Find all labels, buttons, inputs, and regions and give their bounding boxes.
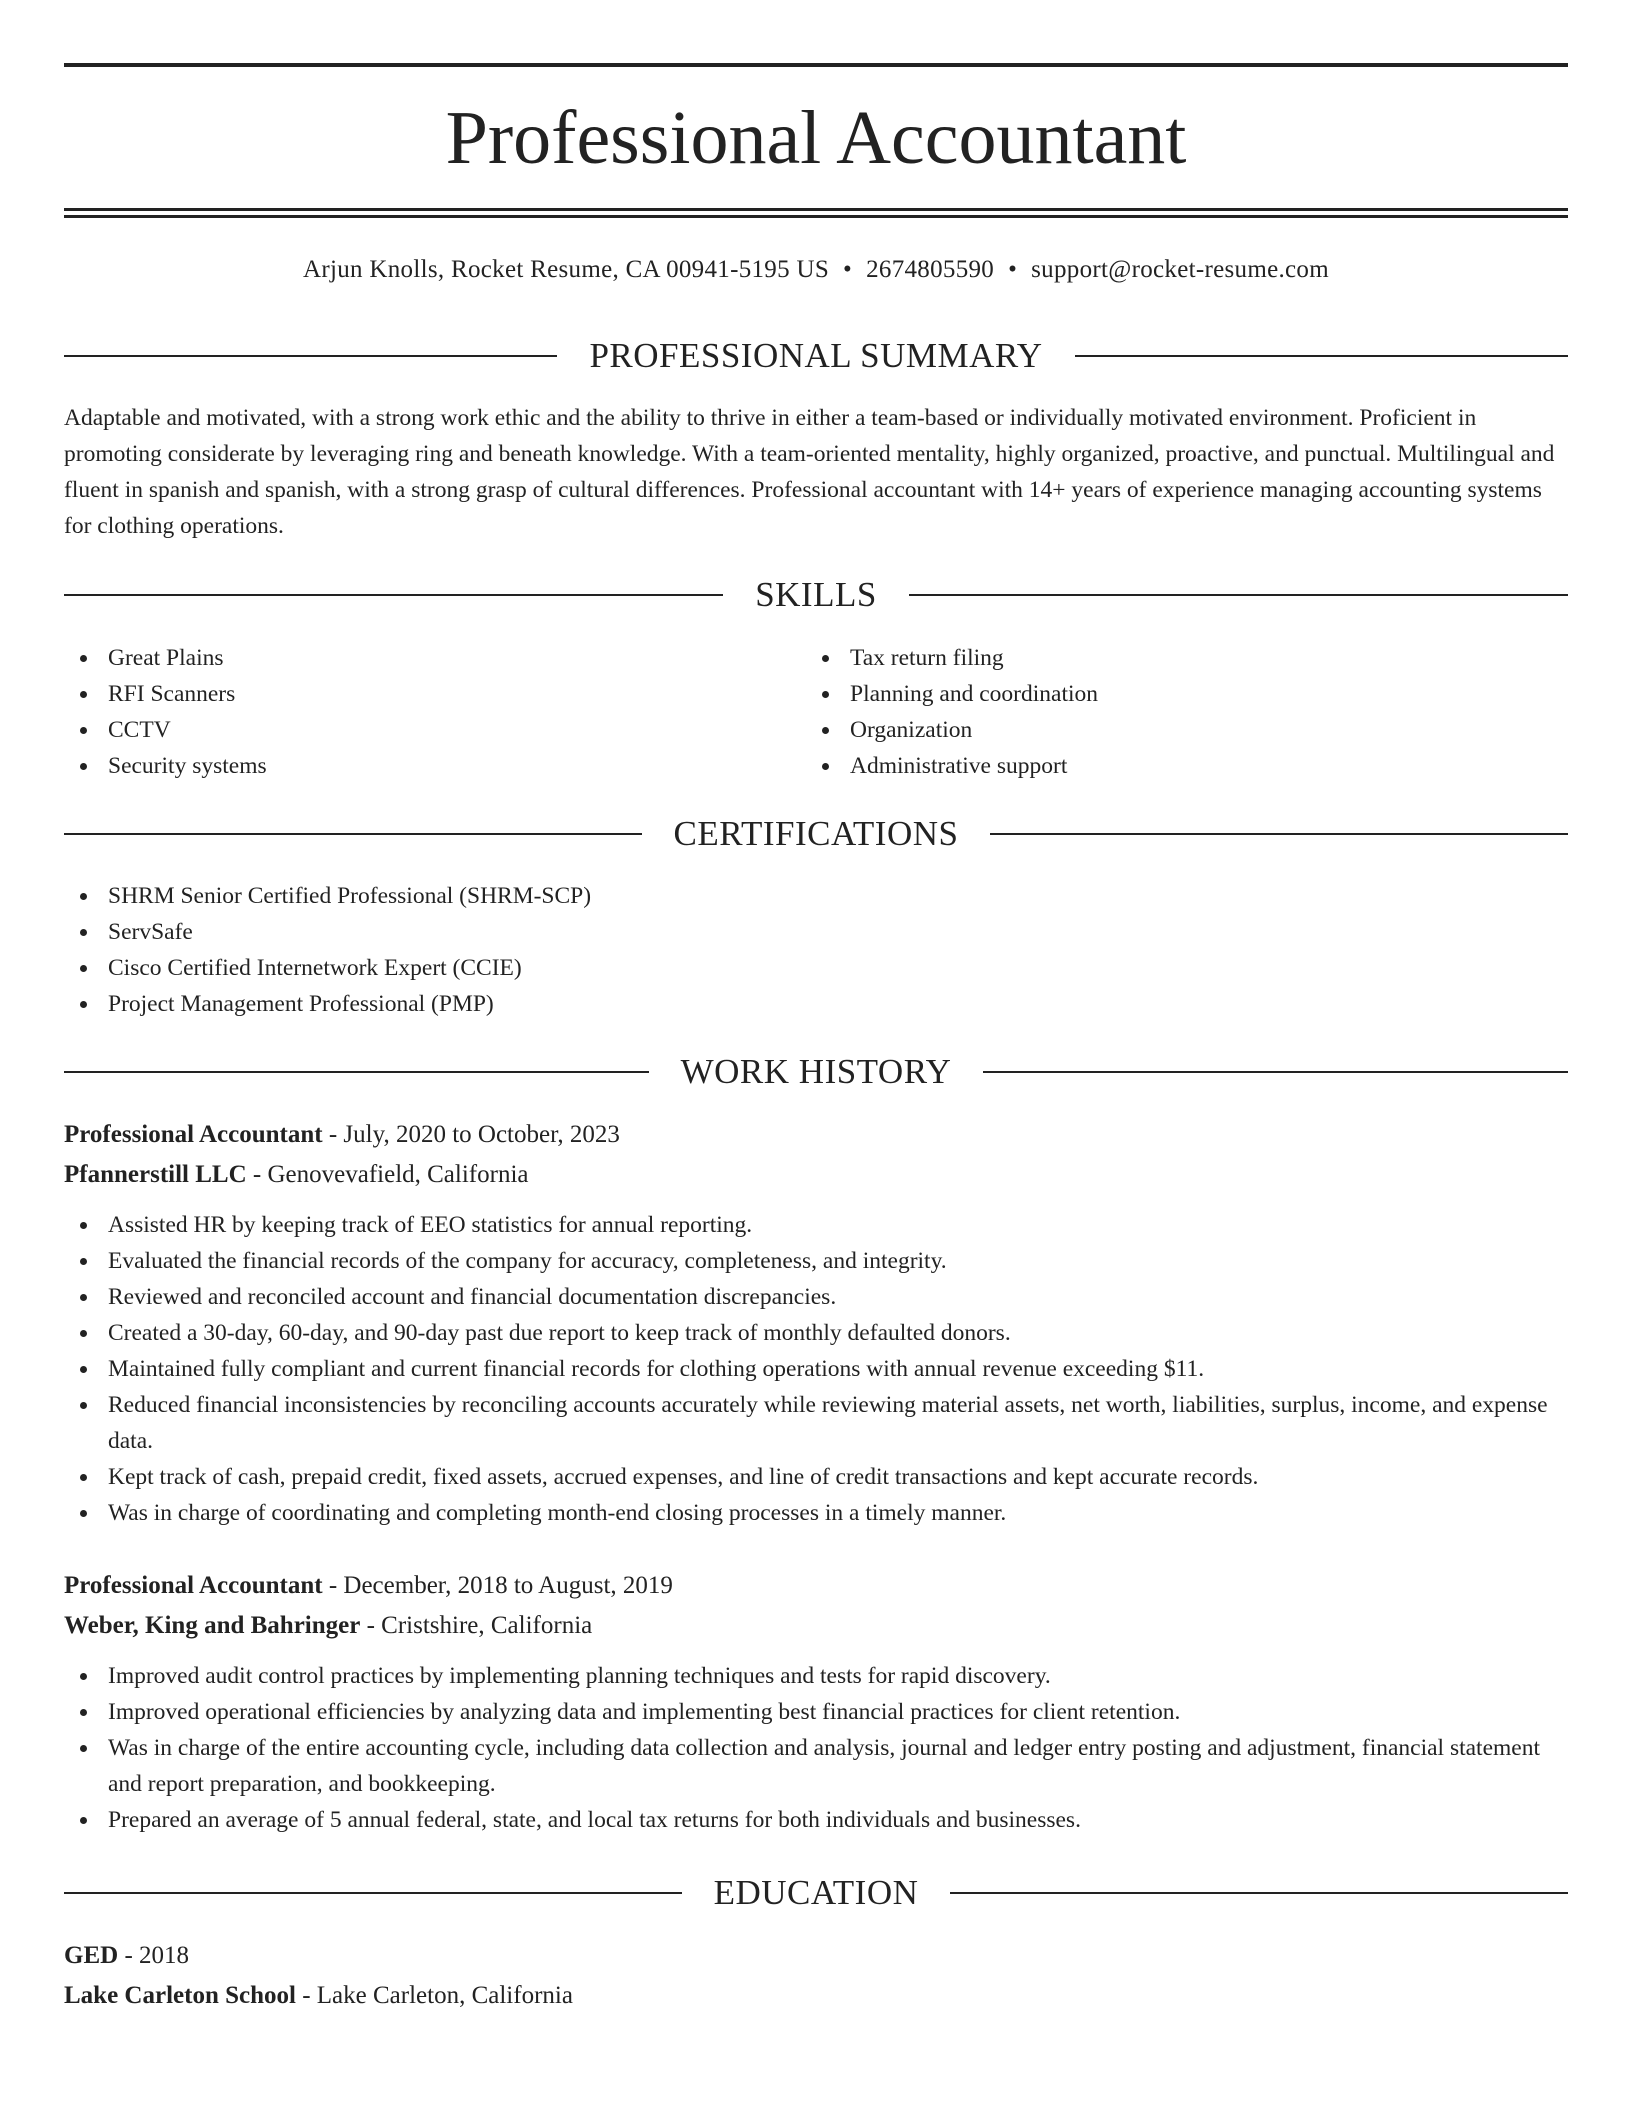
education-location: - Lake Carleton, California: [295, 1982, 573, 2009]
skill-item: RFI Scanners: [64, 676, 764, 712]
job-bullet: Assisted HR by keeping track of EEO statistics for annual reporting.: [64, 1207, 1568, 1243]
job-company-line: [64, 1155, 1568, 1195]
skill-item: CCTV: [64, 712, 764, 748]
skills-right-column: [806, 640, 1506, 784]
job-company: Pfannerstill LLC: [64, 1161, 247, 1188]
job-dates: - July, 2020 to October, 2023: [322, 1121, 620, 1148]
heading-rule-right: [950, 1892, 1568, 1894]
heading-rule-right: [983, 1071, 1568, 1073]
job-bullet: Maintained fully compliant and current financial records for clothing operations with annual revenue exceeding $11.: [64, 1351, 1568, 1387]
education-degree-line: [64, 1936, 1568, 1976]
job-bullet: Reduced financial inconsistencies by reconciling accounts accurately while reviewing material assets, net worth, liabilities, surplus, income, and expense data.: [64, 1387, 1568, 1459]
skill-item: Great Plains: [64, 640, 764, 676]
job-title-line: [64, 1566, 1568, 1606]
contact-address: Arjun Knolls, Rocket Resume, CA 00941-5195 US: [303, 256, 830, 283]
skills-heading-label: SKILLS: [755, 575, 877, 614]
heading-rule-right: [909, 594, 1568, 596]
heading-rule-left: [64, 1071, 649, 1073]
job-bullet: Improved operational efficiencies by analyzing data and implementing best financial practices for client retention.: [64, 1694, 1568, 1730]
work-heading: [64, 1047, 1568, 1097]
certification-item: Cisco Certified Internetwork Expert (CCIE): [64, 950, 1568, 986]
certification-item: Project Management Professional (PMP): [64, 986, 1568, 1022]
resume-title: Professional Accountant: [445, 96, 1187, 180]
skill-item: Security systems: [64, 748, 764, 784]
skill-item: Administrative support: [806, 748, 1506, 784]
skills-heading: [64, 570, 1568, 620]
summary-text: Adaptable and motivated, with a strong work ethic and the ability to thrive in either a team-based or individually motivated environment. Proficient in promoting considerate by leveraging ring and beneath knowledge. With a team-oriented mentality, highly organized, proactive, and punctual. Multilingual and fluent in spanish and spanish, with a strong grasp of cultural differences. Professional accountant with 14+ years of experience managing accounting systems for clothing operations.: [64, 405, 1555, 539]
contact-separator: •: [1008, 256, 1018, 283]
title-rule: [64, 208, 1568, 211]
contact-separator: •: [843, 256, 853, 283]
job-title: Professional Accountant: [64, 1572, 323, 1599]
heading-rule-right: [1075, 355, 1568, 357]
job-bullet: Was in charge of coordinating and completing month-end closing processes in a timely manner.: [64, 1495, 1568, 1531]
job-bullet: Kept track of cash, prepaid credit, fixed assets, accrued expenses, and line of credit transactions and kept accurate records.: [64, 1459, 1568, 1495]
skill-item: Organization: [806, 712, 1506, 748]
certifications-heading-label: CERTIFICATIONS: [673, 814, 959, 853]
certifications-heading: [64, 809, 1568, 859]
contact-line: [64, 252, 1568, 288]
skill-item: Planning and coordination: [806, 676, 1506, 712]
summary-section: [64, 400, 1568, 544]
job-location: - Cristshire, California: [360, 1612, 593, 1639]
certification-item: ServSafe: [64, 914, 1568, 950]
job-dates: - December, 2018 to August, 2019: [322, 1572, 673, 1599]
heading-rule-left: [64, 355, 557, 357]
job-bullet: Was in charge of the entire accounting cycle, including data collection and analysis, journal and ledger entry posting and adjustment, financial statement and report preparation, and bookkeeping.: [64, 1730, 1568, 1802]
job-entry: [64, 1566, 1568, 1838]
job-company-line: [64, 1606, 1568, 1646]
job-company: Weber, King and Bahringer: [64, 1612, 361, 1639]
education-year: - 2018: [118, 1942, 190, 1969]
education-heading: [64, 1868, 1568, 1918]
work-heading-label: WORK HISTORY: [680, 1052, 952, 1091]
skills-left-column: [64, 640, 764, 784]
summary-heading-label: PROFESSIONAL SUMMARY: [589, 336, 1043, 375]
education-degree: GED: [64, 1942, 119, 1969]
education-school: Lake Carleton School: [64, 1982, 296, 2009]
contact-email: support@rocket-resume.com: [1031, 256, 1329, 283]
education-school-line: [64, 1976, 1568, 2016]
job-bullet: Reviewed and reconciled account and financial documentation discrepancies.: [64, 1279, 1568, 1315]
top-rule: [64, 63, 1568, 67]
job-location: - Genovevafield, California: [246, 1161, 529, 1188]
heading-rule-left: [64, 833, 642, 835]
job-bullet: Prepared an average of 5 annual federal, state, and local tax returns for both individuals and businesses.: [64, 1802, 1568, 1838]
heading-rule-right: [990, 833, 1568, 835]
education-section: [64, 1936, 1568, 2016]
skill-item: Tax return filing: [806, 640, 1506, 676]
job-entry: [64, 1115, 1568, 1531]
certifications-section: [64, 878, 1568, 1022]
job-bullet: Created a 30-day, 60-day, and 90-day past due report to keep track of monthly defaulted donors.: [64, 1315, 1568, 1351]
certification-item: SHRM Senior Certified Professional (SHRM-SCP): [64, 878, 1568, 914]
education-heading-label: EDUCATION: [713, 1873, 919, 1912]
job-bullet: Evaluated the financial records of the company for accuracy, completeness, and integrity.: [64, 1243, 1568, 1279]
job-title-line: [64, 1115, 1568, 1155]
heading-rule-left: [64, 594, 723, 596]
contact-phone: 2674805590: [866, 256, 995, 283]
title-rule-second: [64, 215, 1568, 218]
job-title: Professional Accountant: [64, 1121, 323, 1148]
summary-heading: [64, 331, 1568, 381]
job-bullet: Improved audit control practices by implementing planning techniques and tests for rapid discovery.: [64, 1658, 1568, 1694]
heading-rule-left: [64, 1892, 682, 1894]
